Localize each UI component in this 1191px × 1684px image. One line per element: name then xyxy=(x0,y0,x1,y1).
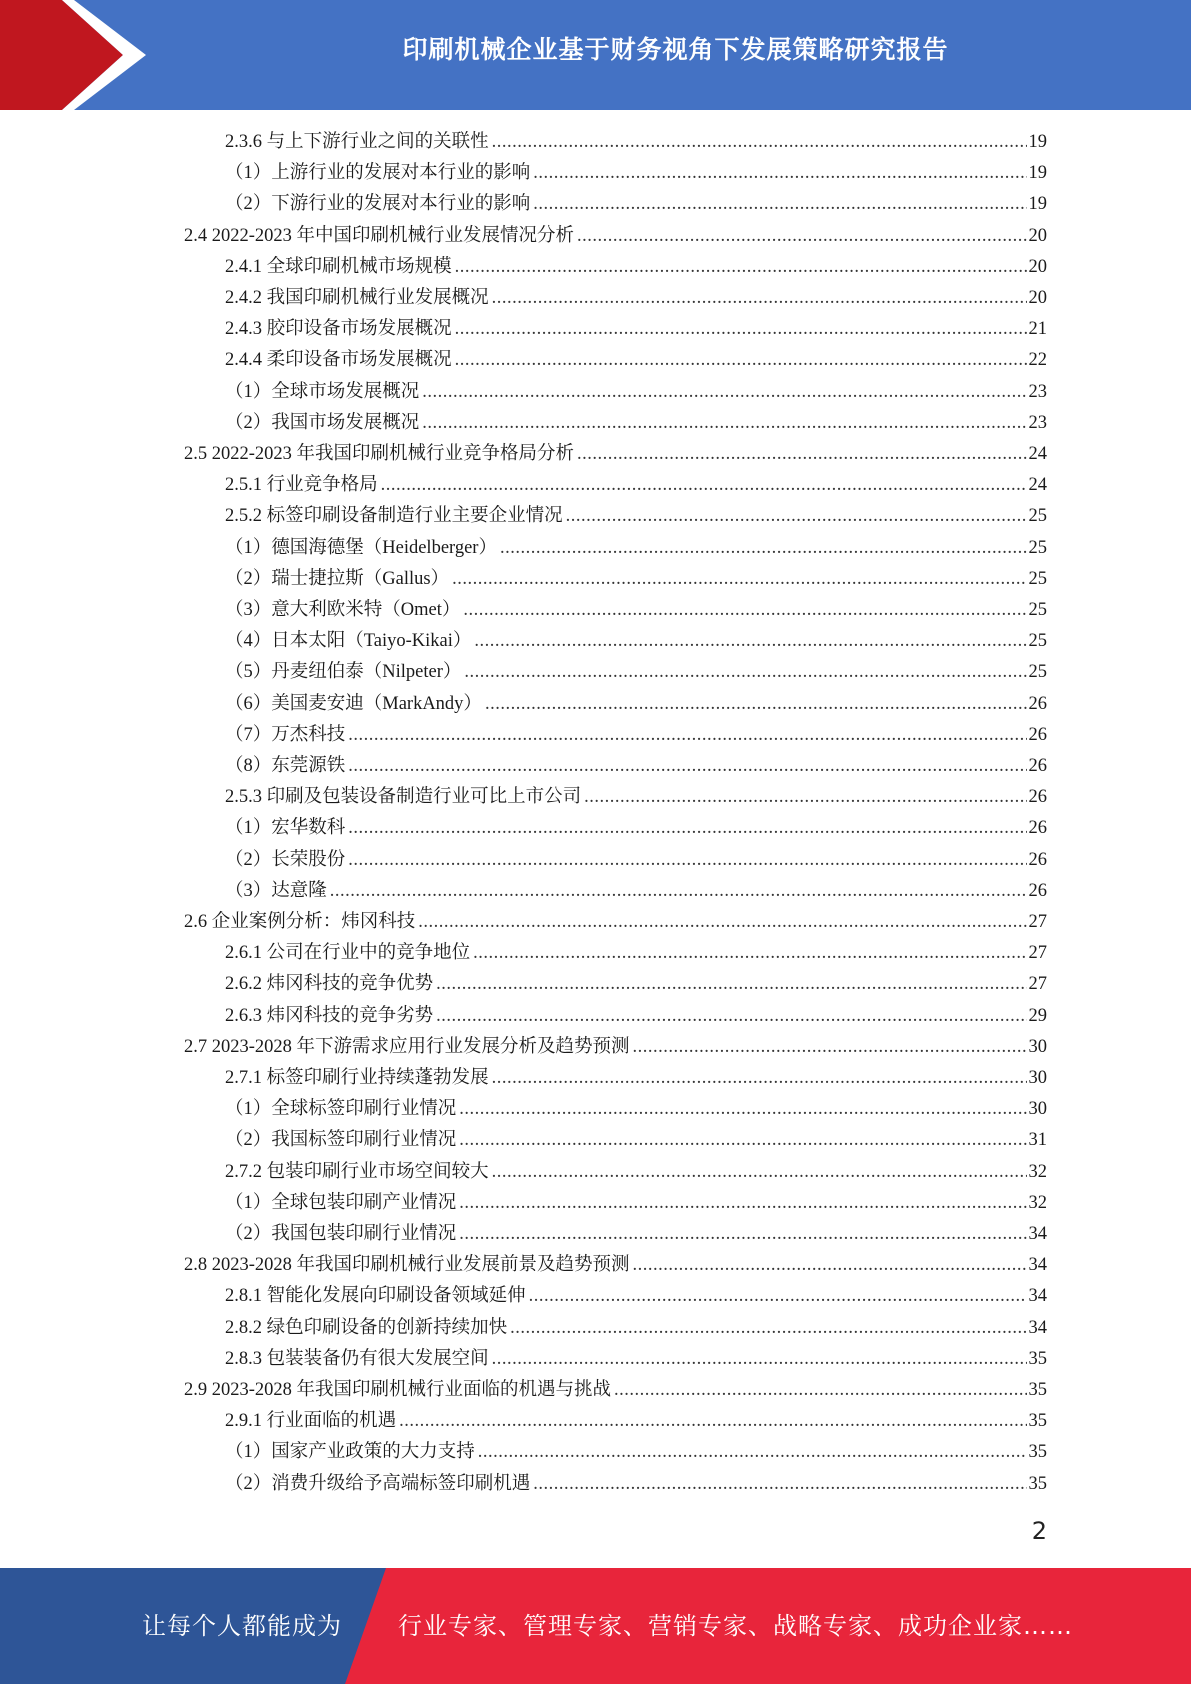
toc-dot-leader xyxy=(485,689,1027,720)
toc-entry-label: （2）长荣股份 xyxy=(225,850,346,870)
toc-dot-leader xyxy=(566,501,1027,532)
toc-entry-page: 26 xyxy=(1028,787,1047,807)
toc-entry-label: （3）意大利欧米特（Omet） xyxy=(225,600,461,620)
toc-entry[interactable] xyxy=(225,1281,1047,1312)
toc-entry[interactable] xyxy=(225,470,1047,501)
toc-entry-label: （1）宏华数科 xyxy=(225,818,346,838)
toc-entry-label: 2.6 企业案例分析：炜冈科技 xyxy=(184,912,416,932)
toc-entry[interactable] xyxy=(225,626,1047,657)
toc-dot-leader xyxy=(422,408,1026,439)
toc-entry[interactable] xyxy=(225,1157,1047,1188)
toc-dot-leader xyxy=(348,720,1026,751)
toc-entry-page: 19 xyxy=(1028,132,1047,152)
toc-entry[interactable] xyxy=(184,1032,1047,1063)
toc-entry-page: 35 xyxy=(1028,1349,1047,1369)
toc-entry[interactable] xyxy=(225,1125,1047,1156)
toc-entry-page: 34 xyxy=(1028,1224,1047,1244)
toc-entry-page: 27 xyxy=(1028,943,1047,963)
toc-dot-leader xyxy=(577,221,1026,252)
toc-entry[interactable] xyxy=(225,876,1047,907)
page-header xyxy=(0,0,1191,110)
toc-entry-page: 25 xyxy=(1028,538,1047,558)
toc-entry-page: 23 xyxy=(1028,413,1047,433)
toc-entry-label: （1）德国海德堡（Heidelberger） xyxy=(225,538,497,558)
toc-dot-leader xyxy=(529,1281,1027,1312)
toc-entry-page: 20 xyxy=(1028,288,1047,308)
toc-entry[interactable] xyxy=(225,1094,1047,1125)
toc-entry[interactable] xyxy=(225,782,1047,813)
toc-dot-leader xyxy=(510,1313,1026,1344)
toc-dot-leader xyxy=(533,189,1026,220)
toc-entry-label: （6）美国麦安迪（MarkAndy） xyxy=(225,694,482,714)
toc-entry-page: 23 xyxy=(1028,382,1047,402)
toc-dot-leader xyxy=(459,1188,1026,1219)
toc-dot-leader xyxy=(330,876,1027,907)
toc-dot-leader xyxy=(422,377,1026,408)
toc-dot-leader xyxy=(492,283,1027,314)
toc-entry[interactable] xyxy=(225,595,1047,626)
toc-entry-page: 31 xyxy=(1028,1130,1047,1150)
toc-entry[interactable] xyxy=(225,1469,1047,1500)
toc-entry-page: 25 xyxy=(1028,569,1047,589)
toc-entry-page: 26 xyxy=(1028,881,1047,901)
toc-entry-label: （4）日本太阳（Taiyo-Kikai） xyxy=(225,631,472,651)
toc-entry[interactable] xyxy=(225,1437,1047,1468)
toc-entry[interactable] xyxy=(184,1375,1047,1406)
toc-entry[interactable] xyxy=(225,1219,1047,1250)
toc-entry-page: 25 xyxy=(1028,600,1047,620)
toc-entry[interactable] xyxy=(225,1188,1047,1219)
toc-entry-page: 24 xyxy=(1028,444,1047,464)
toc-entry-page: 26 xyxy=(1028,694,1047,714)
toc-entry[interactable] xyxy=(225,127,1047,158)
toc-entry-page: 34 xyxy=(1028,1286,1047,1306)
toc-entry[interactable] xyxy=(225,158,1047,189)
toc-entry-page: 30 xyxy=(1028,1099,1047,1119)
toc-entry[interactable] xyxy=(184,1250,1047,1281)
toc-entry[interactable] xyxy=(225,689,1047,720)
toc-dot-leader xyxy=(436,969,1026,1000)
toc-entry-label: 2.7 2023-2028 年下游需求应用行业发展分析及趋势预测 xyxy=(184,1037,630,1057)
toc-entry-label: 2.6.1 公司在行业中的竞争地位 xyxy=(225,943,471,963)
toc-entry-label: 2.5.2 标签印刷设备制造行业主要企业情况 xyxy=(225,506,563,526)
toc-entry-label: 2.8 2023-2028 年我国印刷机械行业发展前景及趋势预测 xyxy=(184,1255,630,1275)
toc-entry-label: 2.9.1 行业面临的机遇 xyxy=(225,1411,397,1431)
toc-entry-page: 21 xyxy=(1028,319,1047,339)
toc-entry-page: 27 xyxy=(1028,912,1047,932)
toc-entry[interactable] xyxy=(184,439,1047,470)
toc-dot-leader xyxy=(459,1219,1026,1250)
toc-entry-label: 2.4.1 全球印刷机械市场规模 xyxy=(225,257,452,277)
toc-entry-label: （3）达意隆 xyxy=(225,881,327,901)
toc-entry-page: 26 xyxy=(1028,818,1047,838)
toc-entry-page: 25 xyxy=(1028,662,1047,682)
toc-dot-leader xyxy=(455,252,1027,283)
toc-entry[interactable] xyxy=(225,813,1047,844)
toc-entry-page: 19 xyxy=(1028,194,1047,214)
toc-entry-label: （2）消费升级给予高端标签印刷机遇 xyxy=(225,1474,531,1494)
toc-entry-page: 35 xyxy=(1028,1380,1047,1400)
toc-dot-leader xyxy=(500,533,1027,564)
toc-entry-label: 2.3.6 与上下游行业之间的关联性 xyxy=(225,132,489,152)
toc-entry-page: 35 xyxy=(1028,1442,1047,1462)
toc-entry[interactable] xyxy=(225,408,1047,439)
toc-entry[interactable] xyxy=(225,1063,1047,1094)
toc-dot-leader xyxy=(492,1063,1027,1094)
toc-entry-label: 2.5.1 行业竞争格局 xyxy=(225,475,378,495)
toc-dot-leader xyxy=(492,127,1027,158)
toc-entry-page: 32 xyxy=(1028,1193,1047,1213)
toc-entry-page: 26 xyxy=(1028,756,1047,776)
toc-dot-leader xyxy=(459,1125,1026,1156)
toc-entry-label: 2.5 2022-2023 年我国印刷机械行业竞争格局分析 xyxy=(184,444,575,464)
toc-entry-page: 22 xyxy=(1028,350,1047,370)
toc-entry[interactable] xyxy=(225,1344,1047,1375)
toc-entry-label: （1）全球标签印刷行业情况 xyxy=(225,1099,457,1119)
toc-entry-label: （2）我国包装印刷行业情况 xyxy=(225,1224,457,1244)
toc-dot-leader xyxy=(478,1437,1027,1468)
toc-dot-leader xyxy=(577,439,1026,470)
toc-entry[interactable] xyxy=(225,501,1047,532)
toc-entry[interactable] xyxy=(184,221,1047,252)
toc-entry-label: 2.7.1 标签印刷行业持续蓬勃发展 xyxy=(225,1068,489,1088)
toc-entry[interactable] xyxy=(225,720,1047,751)
toc-entry[interactable] xyxy=(225,657,1047,688)
toc-dot-leader xyxy=(473,938,1026,969)
header-title: 印刷机械企业基于财务视角下发展策略研究报告 xyxy=(402,35,949,64)
toc-entry-page: 26 xyxy=(1028,850,1047,870)
toc-entry-label: （2）瑞士捷拉斯（Gallus） xyxy=(225,569,450,589)
red-arrow-icon xyxy=(0,0,160,110)
toc-entry-label: 2.9 2023-2028 年我国印刷机械行业面临的机遇与挑战 xyxy=(184,1380,612,1400)
toc-entry[interactable] xyxy=(184,907,1047,938)
toc-entry-label: 2.8.1 智能化发展向印刷设备领域延伸 xyxy=(225,1286,526,1306)
toc-entry-page: 35 xyxy=(1028,1474,1047,1494)
toc-entry-label: （8）东莞源铁 xyxy=(225,756,346,776)
toc-entry[interactable] xyxy=(225,1313,1047,1344)
toc-entry[interactable] xyxy=(225,314,1047,345)
toc-entry[interactable] xyxy=(225,969,1047,1000)
toc-entry-label: （1）全球市场发展概况 xyxy=(225,382,420,402)
toc-entry-label: 2.8.2 绿色印刷设备的创新持续加快 xyxy=(225,1318,508,1338)
toc-entry-page: 25 xyxy=(1028,506,1047,526)
toc-entry[interactable] xyxy=(225,252,1047,283)
toc-entry-label: 2.6.2 炜冈科技的竞争优势 xyxy=(225,974,434,994)
toc-entry-page: 30 xyxy=(1028,1068,1047,1088)
toc-dot-leader xyxy=(492,1344,1027,1375)
toc-entry[interactable] xyxy=(225,751,1047,782)
toc-dot-leader xyxy=(533,1469,1026,1500)
toc-entry-page: 26 xyxy=(1028,725,1047,745)
toc-dot-leader xyxy=(474,626,1026,657)
toc-dot-leader xyxy=(399,1406,1026,1437)
toc-entry-page: 32 xyxy=(1028,1162,1047,1182)
toc-dot-leader xyxy=(464,657,1026,688)
toc-entry[interactable] xyxy=(225,938,1047,969)
toc-entry-page: 19 xyxy=(1028,163,1047,183)
footer-slogan-left: 让每个人都能成为 xyxy=(142,1612,342,1640)
toc-entry-label: 2.4.2 我国印刷机械行业发展概况 xyxy=(225,288,489,308)
toc-entry[interactable] xyxy=(225,345,1047,376)
toc-entry-page: 34 xyxy=(1028,1318,1047,1338)
toc-entry-label: （2）下游行业的发展对本行业的影响 xyxy=(225,194,531,214)
toc-entry-label: （1）国家产业政策的大力支持 xyxy=(225,1442,475,1462)
toc-dot-leader xyxy=(459,1094,1026,1125)
toc-entry-page: 30 xyxy=(1028,1037,1047,1057)
toc-entry-page: 25 xyxy=(1028,631,1047,651)
toc-entry-label: 2.7.2 包装印刷行业市场空间较大 xyxy=(225,1162,489,1182)
toc-entry[interactable] xyxy=(225,1406,1047,1437)
toc-entry-label: （2）我国市场发展概况 xyxy=(225,413,420,433)
toc-entry-label: （7）万杰科技 xyxy=(225,725,346,745)
toc-dot-leader xyxy=(633,1250,1027,1281)
toc-entry-label: （1）全球包装印刷产业情况 xyxy=(225,1193,457,1213)
toc-dot-leader xyxy=(584,782,1026,813)
toc-entry-label: （5）丹麦纽伯泰（Nilpeter） xyxy=(225,662,462,682)
toc-entry-label: （2）我国标签印刷行业情况 xyxy=(225,1130,457,1150)
toc-entry-label: 2.4.3 胶印设备市场发展概况 xyxy=(225,319,452,339)
toc-entry-page: 35 xyxy=(1028,1411,1047,1431)
toc-entry-label: 2.4.4 柔印设备市场发展概况 xyxy=(225,350,452,370)
toc-dot-leader xyxy=(348,813,1026,844)
toc-entry[interactable] xyxy=(225,1001,1047,1032)
toc-dot-leader xyxy=(436,1001,1026,1032)
toc-dot-leader xyxy=(614,1375,1026,1406)
page-number: 2 xyxy=(1031,1517,1047,1545)
toc-entry-label: 2.6.3 炜冈科技的竞争劣势 xyxy=(225,1006,434,1026)
toc-dot-leader xyxy=(455,314,1027,345)
toc-entry-page: 24 xyxy=(1028,475,1047,495)
toc-entry[interactable] xyxy=(225,845,1047,876)
toc-dot-leader xyxy=(418,907,1026,938)
toc-entry-page: 29 xyxy=(1028,1006,1047,1026)
toc-entry-label: 2.5.3 印刷及包装设备制造行业可比上市公司 xyxy=(225,787,582,807)
toc-entry-label: 2.8.3 包装装备仍有很大发展空间 xyxy=(225,1349,489,1369)
toc-entry[interactable] xyxy=(225,564,1047,595)
toc-entry-page: 20 xyxy=(1028,257,1047,277)
toc-entry-page: 20 xyxy=(1028,226,1047,246)
footer-slogan-right: 行业专家、管理专家、营销专家、战略专家、成功企业家…… xyxy=(398,1612,1073,1640)
toc-entry-page: 34 xyxy=(1028,1255,1047,1275)
page-footer xyxy=(0,1568,1191,1684)
toc-entry[interactable] xyxy=(225,533,1047,564)
toc-entry[interactable] xyxy=(225,189,1047,220)
toc-dot-leader xyxy=(381,470,1027,501)
toc-entry-page: 27 xyxy=(1028,974,1047,994)
toc-dot-leader xyxy=(348,751,1026,782)
toc-dot-leader xyxy=(348,845,1026,876)
toc-dot-leader xyxy=(492,1157,1027,1188)
toc-dot-leader xyxy=(533,158,1026,189)
toc-dot-leader xyxy=(633,1032,1027,1063)
toc-entry[interactable] xyxy=(225,283,1047,314)
toc-entry-label: 2.4 2022-2023 年中国印刷机械行业发展情况分析 xyxy=(184,226,575,246)
toc-entry[interactable] xyxy=(225,377,1047,408)
toc-dot-leader xyxy=(463,595,1026,626)
toc-dot-leader xyxy=(452,564,1026,595)
toc-dot-leader xyxy=(455,345,1027,376)
toc-entry-label: （1）上游行业的发展对本行业的影响 xyxy=(225,163,531,183)
